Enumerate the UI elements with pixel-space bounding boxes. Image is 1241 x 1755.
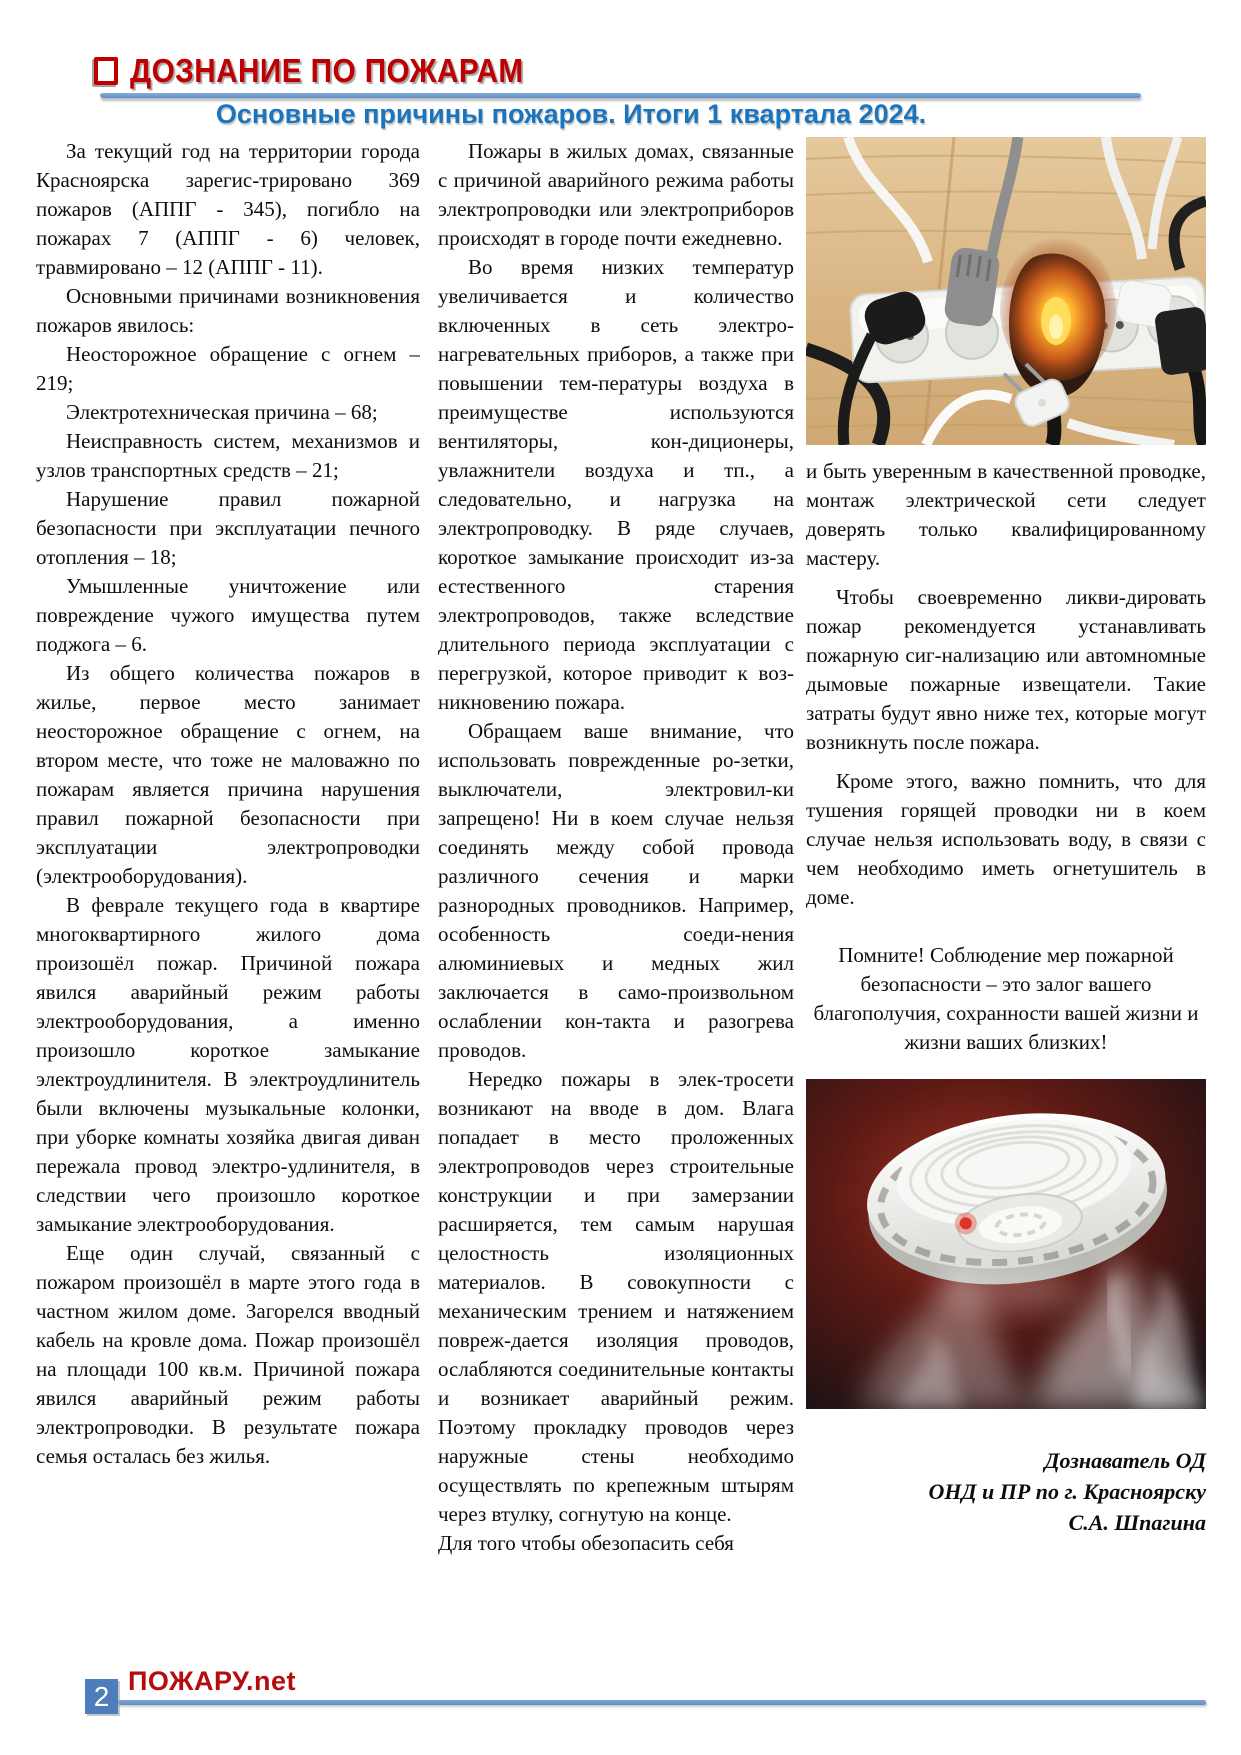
paragraph: Электротехническая причина – 68; [66,400,378,424]
header-divider [100,93,1141,98]
signature-line: ОНД и ПР по г. Красноярску [928,1479,1206,1504]
paragraph: и быть уверенным в качественной проводке, монтаж электрической сети следует доверять только квалифицированному мастеру. [806,459,1206,570]
paragraph: Неисправность систем, механизмов и узлов транспортных средств – 21; [36,429,420,482]
burning-power-strip-photo [806,137,1206,445]
brand-logo: ПОЖАРУ.net [128,1666,297,1696]
text-column-2 [438,137,794,1685]
paragraph: Обращаем ваше внимание, что использовать поврежденные ро-зетки, выключатели, электровил-ки запрещено! Ни в коем случае нельзя соединять между собой провода различного сечения и марки разнородных проводников. Например, особенность соеди-нения алюминиевых и медных жил заключается в само-произвольном ослаблении кон-такта и разогрева проводов. [438,719,794,1062]
paragraph: В феврале текущего года в квартире многоквартирного жилого дома произошёл пожар. Причиной пожара явился аварийный режим работы электрооборудования, а именно произошло короткое замыкание электроудлинителя. В электроудлинитель были включены музыкальные колонки, при уборке комнаты хозяйка двигая диван пережала провод электро-удлинителя, в следствии чего произошло короткое замыкание электрооборудования. [36,893,420,1236]
signature-block [806,1445,1206,1538]
text-column-3 [806,137,1206,1538]
page-header [94,52,567,90]
paragraph: За текущий год на территории города Красноярска зарегис-трировано 369 пожаров (АППГ - 345), погибло на пожарах 7 (АППГ - 6) человек, травмировано – 12 (АППГ - 11). [36,139,420,279]
paragraph: Умышленные уничтожение или повреждение чужого имущества путем поджога – 6. [36,574,420,656]
paragraph: Неосторожное обращение с огнем – 219; [36,342,420,395]
paragraph: Чтобы своевременно ликви-дировать пожар рекомендуется устанавливать пожарную сиг-нализацию или автомномные дымовые пожарные извещатели. Такие затраты будут явно ниже тех, которые могут возникнуть после пожара. [806,585,1206,754]
paragraph: Основными причинами возникновения пожаров явилось: [36,284,420,337]
paragraph: Кроме этого, важно помнить, что для тушения горящей проводки ни в коем случае нельзя использовать воду, в связи с чем необходимо иметь огнетушитель в доме. [806,769,1206,909]
paragraph: Нередко пожары в элек-тросети возникают на вводе в дом. Влага попадает в место проложенных электропроводов через строительные конструкции и при замерзании расширяется, тем самым нарушая целостность изоляционных материалов. В совокупности с механическим трением и натяжением повреж-дается изоляция проводов, ослабляются соединительные контакты и возникает аварийный режим. Поэтому прокладку проводов через наружные стены необходимо осуществлять по крепежным штырям через втулку, согнутую на конце. [438,1067,794,1526]
page-title: ДОЗНАНИЕ ПО ПОЖАРАМ [130,52,524,89]
paragraph: Пожары в жилых домах, связанные с причиной аварийного режима работы электропроводки или электроприборов происходят в городе почти ежедневно. [438,139,794,250]
reminder-paragraph: Помните! Соблюдение мер пожарной безопасности – это залог вашего благополучия, сохранности вашей жизни и жизни ваших близких! [813,943,1199,1054]
page-number-badge: 2 [85,1679,118,1714]
smoke-detector-in-smoke-photo [806,1079,1206,1409]
paragraph: Нарушение правил пожарной безопасности при эксплуатации печного отопления – 18; [36,487,420,569]
paragraph: Из общего количества пожаров в жилье, первое место занимает неосторожное обращение с огнем, на втором месте, что тоже не маловажно по пожарам является причина нарушения правил пожарной безопасности при эксплуатации электропроводки (электрооборудования). [36,661,420,888]
paragraph: Для того чтобы обезопасить себя [438,1531,734,1555]
paragraph: Еще один случай, связанный с пожаром произошёл в марте этого года в частном жилом доме. Загорелся вводный кабель на кровле дома. Пожар произошёл на площади 100 кв.м. Причиной пожара явился аварийный режим работы электропроводки. В результате пожара семья осталась без жилья. [36,1241,420,1468]
text-column-1 [36,137,420,1685]
signature-line: С.А. Шпагина [1068,1510,1206,1535]
paragraph: Во время низких температур увеличивается и количество включенных в сеть электро-нагревательных приборов, а также при повышении тем-пературы воздуха в преимуществе используются вентиляторы, кон-диционеры, увлажнители воздуха и тп., а следовательно, и нагрузка на электропроводку. В ряде случаев, короткое замыкание происходит из-за естественного старения электропроводов, также вследствие длительного периода эксплуатации с перегрузкой, которое приводит к воз-никновению пожара. [438,255,794,714]
article-title: Основные причины пожаров. Итоги 1 квартала 2024. [215,99,927,129]
footer-divider [118,1700,1206,1705]
signature-line: Дознаватель ОД [1044,1448,1206,1473]
square-bullet-icon [94,57,118,85]
